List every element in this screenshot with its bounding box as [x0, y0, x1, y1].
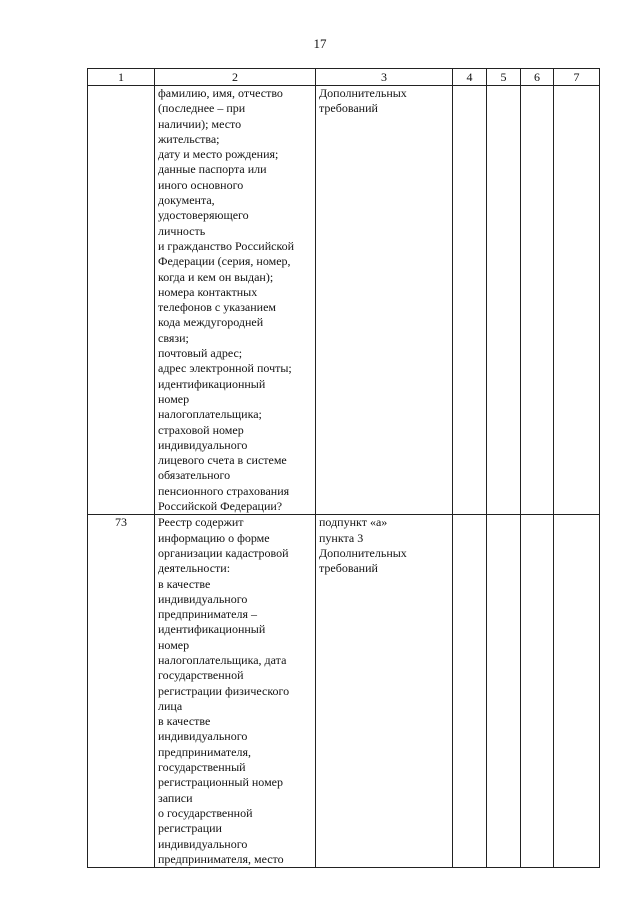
cell-text-line: в качестве [158, 576, 211, 591]
cell-text-line: документа, [158, 193, 215, 208]
cell-text-line: индивидуального [158, 591, 248, 606]
column-header-5: 5 [487, 69, 521, 86]
cell-text-line: номера контактных [158, 284, 258, 299]
answer-cell-7 [554, 86, 600, 515]
answer-cell-4 [453, 86, 487, 515]
cell-text-line: адрес электронной почты; [158, 361, 292, 376]
question-cell [155, 86, 316, 515]
cell-text-line: жительства; [158, 131, 220, 146]
cell-text-line: индивидуального [158, 437, 248, 452]
cell-text-line: номер [158, 391, 190, 406]
table-row [88, 86, 600, 515]
cell-text-line: фамилию, имя, отчество [158, 86, 283, 100]
cell-text-line: Федерации (серия, номер, [158, 254, 291, 269]
cell-text-line: почтовый адрес; [158, 346, 243, 361]
cell-text-line: государственной [158, 668, 244, 683]
cell-text-line: регистрации [158, 821, 222, 836]
cell-text-line: Российской Федерации? [158, 499, 283, 514]
cell-text-line: в качестве [158, 714, 211, 729]
cell-text-line: номер [158, 637, 190, 652]
page-number: 17 [313, 36, 327, 51]
cell-text-line: кода междугородней [158, 315, 264, 330]
cell-text-line: пункта 3 [319, 530, 364, 545]
cell-text-line: Дополнительных [319, 545, 407, 560]
cell-text-line: индивидуального [158, 729, 248, 744]
column-header-2: 2 [155, 69, 316, 86]
cell-text-line: организации кадастровой [158, 545, 289, 560]
cell-text-line: и гражданство Российской [158, 238, 295, 253]
answer-cell-5 [487, 515, 521, 868]
answer-cell-4 [453, 515, 487, 868]
cell-text-line: предпринимателя – [158, 607, 257, 622]
column-header-7: 7 [554, 69, 600, 86]
cell-text-line: предпринимателя, место [158, 851, 284, 866]
answer-cell-6 [521, 86, 554, 515]
cell-text-line: налогоплательщика; [158, 407, 262, 422]
cell-text-line: о государственной [158, 805, 253, 820]
cell-text-line: наличии); место [158, 116, 242, 131]
table-row [88, 515, 600, 868]
column-header-1: 1 [88, 69, 155, 86]
table-header-row [88, 69, 600, 86]
cell-text-line: телефонов с указанием [158, 300, 277, 315]
column-header-3: 3 [316, 69, 453, 86]
answer-cell-7 [554, 515, 600, 868]
row-number-cell: 73 [88, 515, 155, 868]
cell-text-line: идентификационный [158, 622, 266, 637]
requirements-table [87, 68, 600, 868]
cell-text-line: лицевого счета в системе [158, 453, 287, 468]
cell-text-line: записи [158, 790, 193, 805]
cell-text-line: страховой номер [158, 422, 244, 437]
cell-text-line: предпринимателя, [158, 744, 251, 759]
cell-text-line: налогоплательщика, дата [158, 652, 287, 667]
question-cell [155, 515, 316, 868]
cell-text-line: требований [319, 561, 378, 576]
cell-text-line: информацию о форме [158, 530, 270, 545]
cell-text-line: обязательного [158, 468, 231, 483]
cell-text-line: Реестр содержит [158, 515, 244, 530]
cell-text-line: данные паспорта или [158, 162, 267, 177]
cell-text-line: лица [158, 698, 183, 713]
cell-text-line: когда и кем он выдан); [158, 269, 274, 284]
cell-text-line: регистрационный номер [158, 775, 283, 790]
cell-text-line: государственный [158, 760, 246, 775]
cell-text-line: деятельности: [158, 561, 231, 576]
answer-cell-5 [487, 86, 521, 515]
cell-text-line: дату и место рождения; [158, 147, 279, 162]
cell-text-line: связи; [158, 330, 189, 345]
reference-cell [316, 86, 453, 515]
answer-cell-6 [521, 515, 554, 868]
row-number-cell [88, 86, 155, 515]
cell-text-line: идентификационный [158, 376, 266, 391]
cell-text-line: личность [158, 223, 206, 238]
cell-text-line: иного основного [158, 177, 244, 192]
cell-text-line: требований [319, 101, 378, 116]
cell-text-line: подпункт «а» [319, 515, 388, 530]
column-header-4: 4 [453, 69, 487, 86]
cell-text-line: пенсионного страхования [158, 483, 290, 498]
cell-text-line: удостоверяющего [158, 208, 249, 223]
reference-cell [316, 515, 453, 868]
cell-text-line: Дополнительных [319, 86, 407, 100]
cell-text-line: индивидуального [158, 836, 248, 851]
cell-text-line: (последнее – при [158, 101, 246, 116]
cell-text-line: регистрации физического [158, 683, 290, 698]
column-header-6: 6 [521, 69, 554, 86]
